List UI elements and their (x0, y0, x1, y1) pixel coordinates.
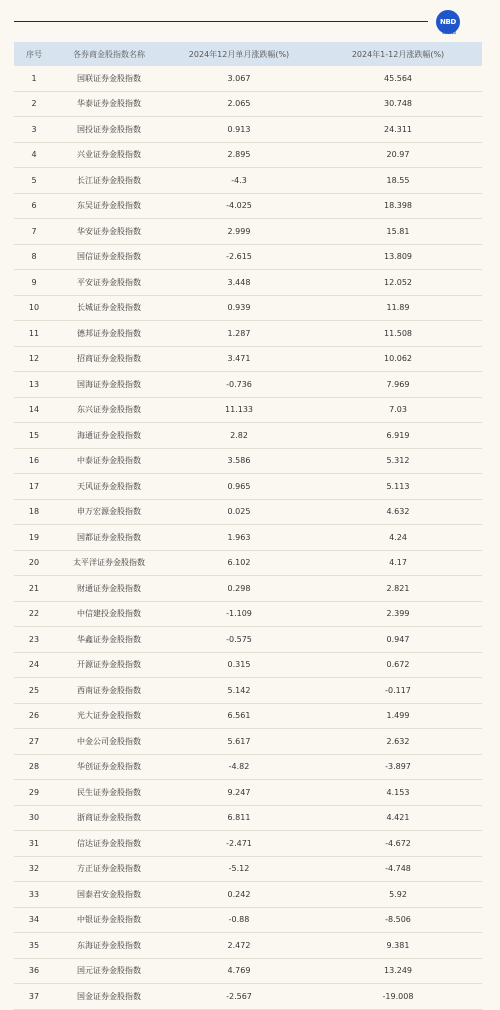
table-row (14, 194, 482, 220)
row-december-change: 0.939 (227, 303, 251, 313)
row-yearly-change: 12.052 (384, 277, 412, 287)
row-yearly-change: 2.632 (386, 736, 410, 746)
row-index: 20 (28, 558, 40, 568)
row-index: 6 (31, 201, 37, 211)
table-row (14, 372, 482, 398)
row-december-change: -4.3 (231, 175, 247, 185)
row-index-name: 东海证券金股指数 (77, 940, 141, 950)
row-index-name: 西南证券金股指数 (77, 685, 141, 695)
row-index: 28 (28, 762, 40, 772)
table-row (14, 908, 482, 934)
row-index: 14 (28, 405, 40, 415)
row-index-name: 国金证券金股指数 (77, 991, 141, 1001)
row-yearly-change: 2.399 (386, 609, 410, 619)
row-december-change: 6.561 (227, 711, 251, 721)
row-index: 15 (28, 430, 40, 440)
table-row (14, 678, 482, 704)
row-december-change: -0.575 (226, 634, 252, 644)
row-yearly-change: 4.421 (386, 813, 410, 823)
row-index: 33 (28, 889, 40, 899)
row-index: 31 (28, 838, 40, 848)
row-december-change: 2.895 (227, 150, 251, 160)
row-yearly-change: -19.008 (382, 991, 414, 1001)
row-yearly-change: 6.919 (386, 430, 410, 440)
row-index-name: 国信证券金股指数 (77, 252, 141, 262)
row-yearly-change: -8.506 (385, 915, 411, 925)
row-december-change: 0.298 (227, 583, 251, 593)
row-index-name: 开源证券金股指数 (77, 660, 141, 670)
row-december-change: 6.102 (227, 558, 251, 568)
row-december-change: 9.247 (227, 787, 251, 797)
row-yearly-change: 0.672 (386, 660, 410, 670)
row-index-name: 光大证券金股指数 (77, 711, 141, 721)
header-index-name: 各券商金股指数名称 (73, 49, 145, 59)
row-yearly-change: 4.24 (389, 532, 407, 542)
row-december-change: -1.109 (226, 609, 252, 619)
row-index: 22 (28, 609, 40, 619)
table-row (14, 500, 482, 526)
row-index-name: 国投证券金股指数 (77, 124, 141, 134)
row-index: 7 (31, 226, 37, 236)
row-index-name: 东兴证券金股指数 (77, 405, 141, 415)
row-yearly-change: 45.564 (384, 73, 412, 83)
row-index-name: 浙商证券金股指数 (77, 813, 141, 823)
row-yearly-change: 10.062 (384, 354, 412, 364)
row-december-change: 1.963 (227, 532, 251, 542)
row-yearly-change: 24.311 (384, 124, 412, 134)
row-index-name: 民生证券金股指数 (77, 787, 141, 797)
row-index-name: 信达证券金股指数 (77, 838, 141, 848)
table-row (14, 933, 482, 959)
table-row (14, 296, 482, 322)
row-index: 10 (28, 303, 40, 313)
table-row (14, 423, 482, 449)
table-row (14, 525, 482, 551)
row-index-name: 中泰证券金股指数 (77, 456, 141, 466)
row-index-name: 平安证券金股指数 (77, 277, 141, 287)
row-december-change: 2.472 (227, 940, 251, 950)
row-index: 30 (28, 813, 40, 823)
table-row (14, 474, 482, 500)
row-yearly-change: 4.632 (386, 507, 410, 517)
row-december-change: -2.567 (226, 991, 252, 1001)
table-row (14, 729, 482, 755)
table-row (14, 321, 482, 347)
row-index: 11 (28, 328, 40, 338)
row-index-name: 国元证券金股指数 (77, 966, 141, 976)
row-december-change: 6.811 (227, 813, 251, 823)
row-yearly-change: -3.897 (385, 762, 411, 772)
row-yearly-change: 7.03 (389, 405, 407, 415)
row-december-change: 5.142 (227, 685, 251, 695)
row-index: 37 (28, 991, 40, 1001)
header-index: 序号 (26, 49, 42, 59)
nbd-logo-icon: NBD (436, 10, 460, 34)
row-index: 12 (28, 354, 40, 364)
row-yearly-change: 0.947 (386, 634, 410, 644)
row-index-name: 长江证券金股指数 (77, 175, 141, 185)
row-december-change: 0.242 (227, 889, 251, 899)
row-december-change: -2.471 (226, 838, 252, 848)
row-yearly-change: 4.153 (386, 787, 410, 797)
row-index-name: 太平洋证券金股指数 (73, 558, 145, 568)
table-row (14, 755, 482, 781)
table-row (14, 92, 482, 118)
row-index-name: 华泰证券金股指数 (77, 99, 141, 109)
table-row (14, 347, 482, 373)
row-index: 3 (31, 124, 37, 134)
table-row (14, 219, 482, 245)
table-row (14, 882, 482, 908)
table-row (14, 780, 482, 806)
row-yearly-change: 13.809 (384, 252, 412, 262)
row-december-change: -4.82 (228, 762, 250, 772)
row-index-name: 国都证券金股指数 (77, 532, 141, 542)
table-row (14, 857, 482, 883)
row-yearly-change: 30.748 (384, 99, 412, 109)
top-rule (14, 21, 428, 22)
row-index: 9 (31, 277, 37, 287)
row-december-change: -0.88 (228, 915, 250, 925)
row-index-name: 兴业证券金股指数 (77, 150, 141, 160)
header-yearly-change: 2024年1-12月涨跌幅(%) (351, 49, 445, 59)
row-yearly-change: 7.969 (386, 379, 410, 389)
row-yearly-change: 9.381 (386, 940, 410, 950)
row-december-change: 2.999 (227, 226, 251, 236)
row-december-change: 3.448 (227, 277, 251, 287)
row-index: 5 (31, 175, 37, 185)
row-index-name: 华鑫证券金股指数 (77, 634, 141, 644)
row-index-name: 长城证券金股指数 (77, 303, 141, 313)
row-yearly-change: 5.312 (386, 456, 410, 466)
row-index-name: 财通证券金股指数 (77, 583, 141, 593)
row-december-change: 5.617 (227, 736, 251, 746)
row-index-name: 国海证券金股指数 (77, 379, 141, 389)
row-yearly-change: 13.249 (384, 966, 412, 976)
row-yearly-change: -4.672 (385, 838, 411, 848)
row-index: 29 (28, 787, 40, 797)
table-row (14, 245, 482, 271)
row-yearly-change: 18.398 (384, 201, 412, 211)
table-row (14, 270, 482, 296)
row-index: 36 (28, 966, 40, 976)
row-yearly-change: -4.748 (385, 864, 411, 874)
row-index: 17 (28, 481, 40, 491)
row-december-change: 1.287 (227, 328, 251, 338)
row-index: 34 (28, 915, 40, 925)
nbd-logo-label: 数据 (442, 27, 456, 35)
row-index: 21 (28, 583, 40, 593)
row-index: 25 (28, 685, 40, 695)
row-index-name: 东吴证券金股指数 (77, 201, 141, 211)
row-index-name: 招商证券金股指数 (77, 354, 141, 364)
row-index: 13 (28, 379, 40, 389)
table-row (14, 704, 482, 730)
row-index-name: 中银证券金股指数 (77, 915, 141, 925)
row-index-name: 华创证券金股指数 (77, 762, 141, 772)
row-december-change: 0.315 (227, 660, 251, 670)
row-index: 4 (31, 150, 37, 160)
row-december-change: -4.025 (226, 201, 252, 211)
table-row (14, 627, 482, 653)
row-index: 26 (28, 711, 40, 721)
row-december-change: 3.067 (227, 73, 251, 83)
row-december-change: 11.133 (225, 405, 253, 415)
row-index-name: 华安证券金股指数 (77, 226, 141, 236)
table-row (14, 449, 482, 475)
table-body (14, 66, 482, 1010)
row-december-change: 2.82 (230, 430, 248, 440)
table-row (14, 831, 482, 857)
row-index: 1 (31, 73, 37, 83)
row-yearly-change: 20.97 (386, 150, 410, 160)
row-index: 32 (28, 864, 40, 874)
row-index: 18 (28, 507, 40, 517)
table-row (14, 653, 482, 679)
row-december-change: -0.736 (226, 379, 252, 389)
row-index: 24 (28, 660, 40, 670)
row-yearly-change: 2.821 (386, 583, 410, 593)
table-row (14, 143, 482, 169)
row-yearly-change: 11.89 (386, 303, 410, 313)
row-yearly-change: 11.508 (384, 328, 412, 338)
row-december-change: 3.471 (227, 354, 251, 364)
row-yearly-change: 4.17 (389, 558, 407, 568)
brokerage-index-table (14, 42, 482, 1010)
table-row (14, 398, 482, 424)
row-index: 35 (28, 940, 40, 950)
row-december-change: -2.615 (226, 252, 252, 262)
row-index-name: 天风证券金股指数 (77, 481, 141, 491)
row-index-name: 德邦证券金股指数 (77, 328, 141, 338)
row-index-name: 方正证券金股指数 (77, 864, 141, 874)
row-december-change: 4.769 (227, 966, 251, 976)
row-december-change: 3.586 (227, 456, 251, 466)
row-yearly-change: 1.499 (386, 711, 410, 721)
row-december-change: 0.913 (227, 124, 251, 134)
table-row (14, 66, 482, 92)
table-row (14, 984, 482, 1010)
row-december-change: 2.065 (227, 99, 251, 109)
table-row (14, 959, 482, 985)
row-index: 16 (28, 456, 40, 466)
row-index-name: 国泰君安金股指数 (77, 889, 141, 899)
row-yearly-change: -0.117 (385, 685, 411, 695)
row-december-change: 0.025 (227, 507, 251, 517)
row-index: 8 (31, 252, 37, 262)
row-index-name: 中信建投金股指数 (77, 609, 141, 619)
table-header (14, 42, 482, 66)
row-index-name: 中金公司金股指数 (77, 736, 141, 746)
row-yearly-change: 18.55 (386, 175, 410, 185)
table-row (14, 576, 482, 602)
row-yearly-change: 5.92 (389, 889, 407, 899)
row-index: 23 (28, 634, 40, 644)
table-row (14, 806, 482, 832)
row-index: 2 (31, 99, 37, 109)
row-index-name: 海通证券金股指数 (77, 430, 141, 440)
row-december-change: 0.965 (227, 481, 251, 491)
table-row (14, 168, 482, 194)
table-row (14, 551, 482, 577)
row-yearly-change: 5.113 (386, 481, 410, 491)
row-index: 27 (28, 736, 40, 746)
header-december-change: 2024年12月单月涨跌幅(%) (188, 49, 290, 59)
row-yearly-change: 15.81 (386, 226, 410, 236)
row-index-name: 国联证券金股指数 (77, 73, 141, 83)
table-row (14, 602, 482, 628)
row-index: 19 (28, 532, 40, 542)
row-index-name: 申万宏源金股指数 (77, 507, 141, 517)
table-row (14, 117, 482, 143)
row-december-change: -5.12 (228, 864, 250, 874)
